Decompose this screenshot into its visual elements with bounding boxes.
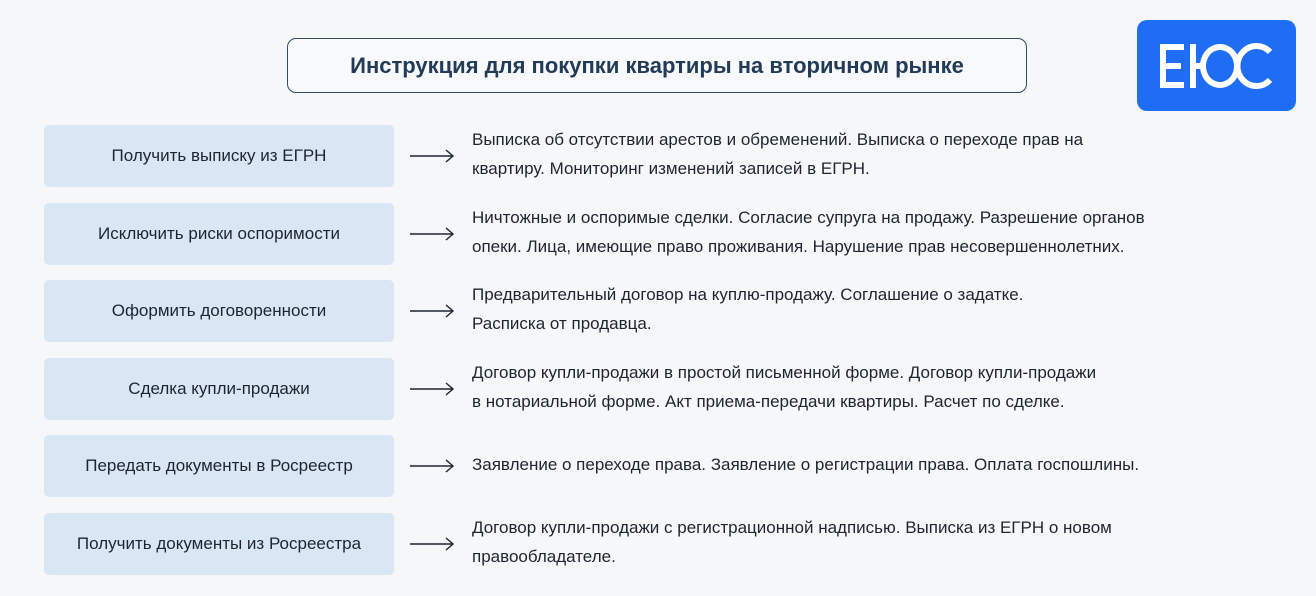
step-description: [472, 203, 1294, 261]
arrow-right-icon: [409, 304, 455, 318]
step-description: [472, 125, 1294, 183]
arrow-right-icon: [409, 382, 455, 396]
step-row: [44, 280, 1294, 342]
step-label-box: Получить выписку из ЕГРН: [44, 125, 394, 187]
step-description-line: Расписка от продавца.: [472, 314, 652, 334]
step-description-line: Договор купли-продажи с регистрационной надписью. Выписка из ЕГРН о новом: [472, 517, 1112, 537]
ejs-logo-icon: [1158, 40, 1276, 92]
arrow-right-icon: [409, 537, 455, 551]
step-description-line: квартиру. Мониторинг изменений записей в ЕГРН.: [472, 159, 870, 178]
step-label-box: Оформить договоренности: [44, 280, 394, 342]
step-description-line: опеки. Лица, имеющие право проживания. Нарушение прав несовершеннолетних.: [472, 236, 1125, 256]
step-label-box: Сделка купли-продажи: [44, 358, 394, 420]
step-row: [44, 203, 1294, 265]
step-description-line: Договор купли-продажи в простой письменной форме. Договор купли-продажи: [472, 362, 1097, 382]
step-description: [472, 358, 1294, 416]
steps-list: [44, 125, 1294, 591]
arrow-right-icon: [409, 459, 455, 473]
step-label-box: Передать документы в Росреестр: [44, 435, 394, 497]
step-description-line: Заявление о переходе права. Заявление о регистрации права. Оплата госпошлины.: [472, 455, 1140, 475]
logo: [1137, 20, 1296, 111]
step-description-line: Ничтожные и оспоримые сделки. Согласие супруга на продажу. Разрешение органов: [472, 207, 1145, 227]
arrow-right-icon: [409, 227, 455, 241]
step-row: [44, 513, 1294, 575]
step-label-box: Получить документы из Росреестра: [44, 513, 394, 575]
page-title: Инструкция для покупки квартиры на вторичном рынке: [287, 38, 1027, 93]
step-row: [44, 435, 1294, 497]
step-description-line: правообладателе.: [472, 546, 616, 566]
step-description-line: Предварительный договор на куплю-продажу. Соглашение о задатке.: [472, 285, 1024, 305]
step-label-box: Исключить риски оспоримости: [44, 203, 394, 265]
step-description-line: Выписка об отсутствии арестов и обременений. Выписка о переходе прав на: [472, 130, 1084, 149]
arrow-right-icon: [409, 149, 455, 163]
step-description: [472, 280, 1294, 338]
step-row: [44, 358, 1294, 420]
step-description-line: в нотариальной форме. Акт приема-передачи квартиры. Расчет по сделке.: [472, 391, 1065, 411]
step-description: [472, 513, 1294, 571]
step-description: [472, 450, 1294, 479]
step-row: [44, 125, 1294, 187]
